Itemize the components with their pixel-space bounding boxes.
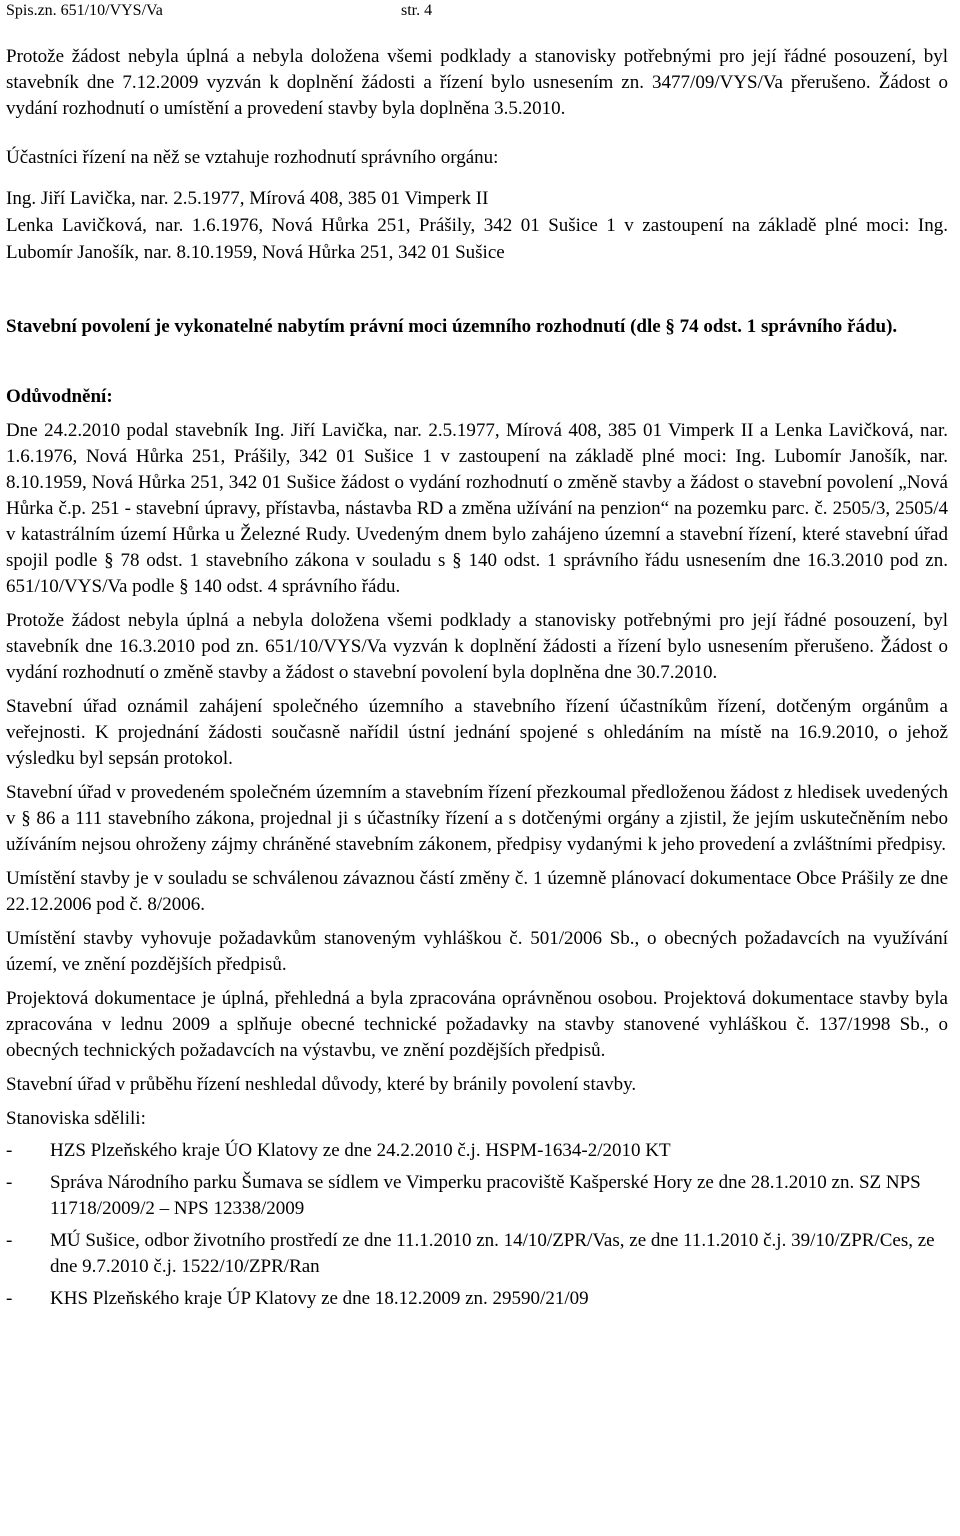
list-item — [6, 1138, 948, 1164]
decision-statement: Stavební povolení je vykonatelné nabytím právní moci územního rozhodnutí (dle § 74 odst. 1 správního řádu). — [6, 316, 898, 337]
list-item-text: KHS Plzeňského kraje ÚP Klatovy ze dne 18.12.2009 zn. 29590/21/09 — [50, 1288, 589, 1309]
participants-heading: Účastníci řízení na něž se vztahuje rozhodnutí správního orgánu: — [6, 147, 499, 168]
list-bullet: - — [6, 1140, 13, 1161]
page-header — [6, 0, 948, 22]
list-item — [6, 1228, 948, 1280]
list-item-text: Správa Národního parku Šumava se sídlem ve Vimperku pracoviště Kašperské Hory ze dne 28.1.2010 zn. SZ NPS 11718/2009/2 – NPS 12338/2009 — [50, 1172, 921, 1219]
reasoning-section — [6, 384, 948, 1098]
reasoning-paragraph: Stavební úřad v provedeném společném územním a stavebním řízení přezkoumal předloženou žádost z hledisek uvedených v § 86 a 111 stavebního zákona, projednal ji s účastníky řízení a s dotčenými orgány a zjistil, že jejím uskutečněním nebo užíváním nejsou ohroženy zájmy chráněné stavebním zákonem, předpisy vydanými k jeho provedení a zvláštními předpisy. — [6, 782, 948, 855]
participant-item: Ing. Jiří Lavička, nar. 2.5.1977, Mírová 408, 385 01 Vimperk II — [6, 188, 489, 209]
opinions-section — [6, 1106, 948, 1312]
opinions-list — [6, 1138, 948, 1312]
reasoning-paragraph: Protože žádost nebyla úplná a nebyla doložena všemi podklady a stanovisky potřebnými pro její řádné posouzení, byl stavebník dne 16.3.2010 pod zn. 651/10/VYS/Va vyzván k doplnění žádosti a řízení bylo usnesením přerušeno. Žádost o vydání rozhodnutí o změně stavby a žádost o stavební povolení byla doplněna dne 30.7.2010. — [6, 610, 948, 683]
participant-item: Lenka Lavičková, nar. 1.6.1976, Nová Hůrka 251, Prášily, 342 01 Sušice 1 v zastoupení na základě plné moci: Ing. Lubomír Janošík, nar. 8.10.1959, Nová Hůrka 251, 342 01 Sušice — [6, 215, 948, 263]
reasoning-heading: Odůvodnění: — [6, 386, 113, 407]
reasoning-paragraph: Projektová dokumentace je úplná, přehledná a byla zpracována oprávněnou osobou. Projektová dokumentace stavby byla zpracována v lednu 2009 a splňuje obecné technické požadavky na stavby stanovené vyhláškou č. 137/1998 Sb., o obecných technických požadavcích na výstavbu, ve znění pozdějších předpisů. — [6, 988, 948, 1061]
intro-paragraph: Protože žádost nebyla úplná a nebyla doložena všemi podklady a stanovisky potřebnými pro její řádné posouzení, byl stavebník dne 7.12.2009 vyzván k doplnění žádosti a řízení bylo usnesením zn. 3477/09/VYS/Va přerušeno. Žádost o vydání rozhodnutí o umístění a provedení stavby byla doplněna 3.5.2010. — [6, 46, 948, 119]
list-item — [6, 1170, 948, 1222]
file-reference: Spis.zn. 651/10/VYS/Va — [6, 2, 163, 19]
list-bullet: - — [6, 1230, 13, 1251]
reasoning-paragraph: Stavební úřad oznámil zahájení společného územního a stavebního řízení účastníkům řízení, dotčeným orgánům a veřejnosti. K projednání žádosti současně nařídil ústní jednání spojené s ohledáním na místě na 16.9.2010, o jehož výsledku byl sepsán protokol. — [6, 696, 948, 769]
list-item-text: MÚ Sušice, odbor životního prostředí ze dne 11.1.2010 zn. 14/10/ZPR/Vas, ze dne 11.1.2010 č.j. 39/10/ZPR/Ces, ze dne 9.7.2010 č.j. 1522/10/ZPR/Ran — [50, 1230, 935, 1277]
list-bullet: - — [6, 1172, 13, 1193]
list-item-text: HZS Plzeňského kraje ÚO Klatovy ze dne 24.2.2010 č.j. HSPM-1634-2/2010 KT — [50, 1140, 671, 1161]
opinions-heading: Stanoviska sdělili: — [6, 1108, 146, 1129]
reasoning-paragraph: Umístění stavby vyhovuje požadavkům stanoveným vyhláškou č. 501/2006 Sb., o obecných požadavcích na využívání území, ve znění pozdějších předpisů. — [6, 928, 948, 975]
participants-section — [6, 144, 948, 266]
page-number: str. 4 — [401, 2, 433, 19]
list-bullet: - — [6, 1288, 13, 1309]
list-item — [6, 1286, 948, 1312]
reasoning-paragraph: Stavební úřad v průběhu řízení neshledal důvody, které by bránily povolení stavby. — [6, 1074, 637, 1095]
reasoning-paragraph: Umístění stavby je v souladu se schválenou závaznou částí změny č. 1 územně plánovací dokumentace Obce Prášily ze dne 22.12.2006 pod č. 8/2006. — [6, 868, 948, 915]
reasoning-paragraph: Dne 24.2.2010 podal stavebník Ing. Jiří Lavička, nar. 2.5.1977, Mírová 408, 385 01 Vimperk II a Lenka Lavičková, nar. 1.6.1976, Nová Hůrka 251, Prášily, 342 01 Sušice 1 v zastoupení na základě plné moci: Ing. Lubomír Janošík, nar. 8.10.1959, Nová Hůrka 251, 342 01 Sušice žádost o vydání rozhodnutí o změně stavby a žádost o stavební povolení „Nová Hůrka č.p. 251 - stavební úpravy, přístavba, nástavba RD a změna užívání na penzion“ na pozemku parc. č. 2505/3, 2505/4 v katastrálním území Hůrka u Železné Rudy. Uvedeným dnem bylo zahájeno územní a stavební řízení, které stavební úřad spojil podle § 78 odst. 1 stavebního zákona v souladu s § 140 odst. 1 správního řádu usnesením dne 16.3.2010 pod zn. 651/10/VYS/Va podle § 140 odst. 4 správního řádu. — [6, 420, 948, 597]
